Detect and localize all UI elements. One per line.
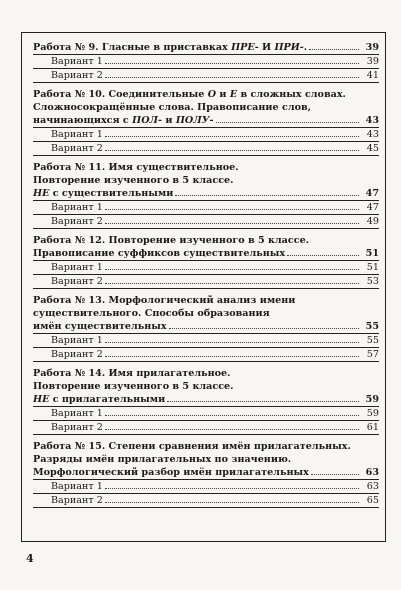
dot-leader bbox=[105, 136, 359, 137]
toc-heading-text bbox=[33, 161, 239, 174]
toc-page-number: 45 bbox=[366, 143, 379, 154]
toc-title-fragment: Повторение изученного в 5 классе. bbox=[33, 175, 234, 186]
dot-leader bbox=[287, 255, 359, 256]
toc-heading-text bbox=[33, 187, 173, 200]
toc-page-number: 49 bbox=[366, 216, 379, 227]
toc-heading-text bbox=[33, 393, 165, 406]
toc-title-fragment: -. bbox=[299, 42, 308, 53]
toc-heading-line bbox=[33, 174, 379, 187]
toc-heading-line bbox=[33, 161, 379, 174]
toc-italic-fragment: ПОЛУ bbox=[175, 115, 210, 126]
dot-leader bbox=[105, 488, 359, 489]
toc-page-number: 39 bbox=[365, 42, 379, 53]
toc-variant-label: Вариант 1 bbox=[51, 262, 103, 273]
toc-page-number: 59 bbox=[366, 408, 379, 419]
dot-leader bbox=[311, 474, 359, 475]
toc-page-number: 57 bbox=[366, 349, 379, 360]
toc-heading-text bbox=[33, 234, 309, 247]
toc-heading-text bbox=[33, 174, 234, 187]
toc-variant-label: Вариант 2 bbox=[51, 216, 103, 227]
toc-heading-line bbox=[33, 393, 379, 407]
toc-title-fragment: в сложных словах. bbox=[237, 89, 346, 100]
toc-page-number: 65 bbox=[366, 495, 379, 506]
toc-section bbox=[33, 88, 379, 156]
toc-section bbox=[33, 41, 379, 83]
toc-heading-text bbox=[33, 88, 346, 101]
toc-heading-text bbox=[33, 367, 230, 380]
toc-page-number: 63 bbox=[366, 481, 379, 492]
toc-italic-fragment: ПОЛ bbox=[132, 115, 159, 126]
toc-variant-line bbox=[33, 215, 379, 229]
toc-page-number: 43 bbox=[366, 129, 379, 140]
toc-page-number: 47 bbox=[366, 202, 379, 213]
toc-heading-line bbox=[33, 247, 379, 261]
toc-italic-fragment: НЕ bbox=[33, 394, 50, 405]
toc-page-number: 55 bbox=[365, 321, 379, 332]
toc-title-fragment: Разряды имён прилагательных по значению. bbox=[33, 454, 292, 465]
toc-italic-fragment: О bbox=[207, 89, 217, 100]
toc-italic-fragment: ПРЕ bbox=[231, 42, 255, 53]
toc-title-fragment: и bbox=[216, 89, 230, 100]
toc-section bbox=[33, 294, 379, 362]
toc-title-fragment: с существительными bbox=[49, 188, 174, 199]
toc-variant-label: Вариант 1 bbox=[51, 481, 103, 492]
toc-variant-line bbox=[33, 407, 379, 421]
dot-leader bbox=[105, 223, 359, 224]
toc-heading-line bbox=[33, 114, 379, 128]
toc-variant-label: Вариант 2 bbox=[51, 70, 103, 81]
toc-title-fragment: существительного. Способы образования bbox=[33, 308, 270, 319]
dot-leader bbox=[105, 342, 359, 343]
dot-leader bbox=[105, 415, 359, 416]
toc-variant-label: Вариант 1 bbox=[51, 56, 103, 67]
dot-leader bbox=[309, 49, 359, 50]
toc-page-number: 63 bbox=[365, 467, 379, 478]
dot-leader bbox=[175, 195, 359, 196]
toc-heading-line bbox=[33, 88, 379, 101]
toc-variant-label: Вариант 1 bbox=[51, 408, 103, 419]
toc-page-number: 51 bbox=[366, 262, 379, 273]
toc-title-fragment: Работа № 15. Степени сравнения имён прилагательных. bbox=[33, 441, 351, 452]
toc-heading-text bbox=[33, 380, 234, 393]
toc-title-fragment: Правописание суффиксов существительных bbox=[33, 248, 286, 259]
toc-title-fragment: Работа № 11. Имя существительное. bbox=[33, 162, 239, 173]
toc-heading-line bbox=[33, 101, 379, 114]
toc-section bbox=[33, 234, 379, 289]
dot-leader bbox=[105, 356, 359, 357]
toc-page-number: 61 bbox=[366, 422, 379, 433]
dot-leader bbox=[169, 328, 359, 329]
toc-heading-text bbox=[33, 294, 295, 307]
toc-variant-line bbox=[33, 55, 379, 69]
toc-heading-line bbox=[33, 466, 379, 480]
toc-heading-text bbox=[33, 41, 307, 54]
toc-title-fragment: - и bbox=[158, 115, 176, 126]
toc-variant-line bbox=[33, 142, 379, 156]
toc-heading-text bbox=[33, 101, 311, 114]
toc-title-fragment: Повторение изученного в 5 классе. bbox=[33, 381, 234, 392]
toc-variant-label: Вариант 2 bbox=[51, 276, 103, 287]
toc-heading-text bbox=[33, 320, 167, 333]
toc-heading-text bbox=[33, 114, 214, 127]
dot-leader bbox=[105, 269, 359, 270]
toc-variant-label: Вариант 2 bbox=[51, 349, 103, 360]
table-of-contents bbox=[21, 32, 386, 542]
toc-heading-line bbox=[33, 367, 379, 380]
toc-heading-line bbox=[33, 294, 379, 307]
dot-leader bbox=[105, 150, 359, 151]
toc-title-fragment: Работа № 13. Морфологический анализ имени bbox=[33, 295, 296, 306]
toc-title-fragment: Работа № 12. Повторение изученного в 5 классе. bbox=[33, 235, 310, 246]
toc-title-fragment: имён существительных bbox=[33, 321, 167, 332]
toc-variant-line bbox=[33, 348, 379, 362]
toc-variant-line bbox=[33, 201, 379, 215]
toc-variant-line bbox=[33, 494, 379, 508]
dot-leader bbox=[167, 401, 359, 402]
toc-page-number: 53 bbox=[366, 276, 379, 287]
dot-leader bbox=[216, 122, 360, 123]
toc-variant-label: Вариант 1 bbox=[51, 335, 103, 346]
toc-title-fragment: с прилагательными bbox=[49, 394, 166, 405]
toc-heading-line bbox=[33, 320, 379, 334]
toc-variant-line bbox=[33, 69, 379, 83]
toc-variant-line bbox=[33, 421, 379, 435]
toc-title-fragment: Морфологический разбор имён прилагательных bbox=[33, 467, 309, 478]
toc-italic-fragment: Е bbox=[229, 89, 238, 100]
toc-variant-line bbox=[33, 261, 379, 275]
toc-variant-label: Вариант 2 bbox=[51, 422, 103, 433]
toc-title-fragment: Работа № 10. Соединительные bbox=[33, 89, 208, 100]
toc-page-number: 41 bbox=[366, 70, 379, 81]
toc-heading-line bbox=[33, 440, 379, 453]
toc-italic-fragment: ПРИ bbox=[274, 42, 300, 53]
toc-variant-label: Вариант 1 bbox=[51, 129, 103, 140]
toc-title-fragment: - И bbox=[254, 42, 275, 53]
toc-page-number: 51 bbox=[365, 248, 379, 259]
toc-title-fragment: - bbox=[209, 115, 214, 126]
dot-leader bbox=[105, 77, 359, 78]
toc-section bbox=[33, 367, 379, 435]
toc-page-number: 43 bbox=[365, 115, 379, 126]
toc-heading-text bbox=[33, 466, 309, 479]
toc-heading-text bbox=[33, 247, 285, 260]
toc-heading-text bbox=[33, 440, 351, 453]
dot-leader bbox=[105, 502, 359, 503]
toc-variant-label: Вариант 2 bbox=[51, 143, 103, 154]
toc-page-number: 47 bbox=[365, 188, 379, 199]
toc-title-fragment: начинающихся с bbox=[33, 115, 133, 126]
toc-italic-fragment: НЕ bbox=[33, 188, 50, 199]
toc-page-number: 39 bbox=[366, 56, 379, 67]
toc-variant-line bbox=[33, 128, 379, 142]
toc-variant-line bbox=[33, 480, 379, 494]
toc-title-fragment: Работа № 9. Гласные в приставках bbox=[33, 42, 232, 53]
toc-title-fragment: Сложносокращённые слова. Правописание слов, bbox=[33, 102, 311, 113]
dot-leader bbox=[105, 283, 359, 284]
toc-variant-label: Вариант 1 bbox=[51, 202, 103, 213]
toc-heading-line bbox=[33, 234, 379, 247]
toc-variant-line bbox=[33, 275, 379, 289]
toc-heading-line bbox=[33, 41, 379, 55]
page-number: 4 bbox=[26, 552, 34, 565]
toc-heading-line bbox=[33, 307, 379, 320]
toc-heading-line bbox=[33, 380, 379, 393]
toc-section bbox=[33, 440, 379, 508]
dot-leader bbox=[105, 429, 359, 430]
toc-section bbox=[33, 161, 379, 229]
toc-heading-text bbox=[33, 453, 291, 466]
toc-title-fragment: Работа № 14. Имя прилагательное. bbox=[33, 368, 231, 379]
dot-leader bbox=[105, 209, 359, 210]
toc-heading-line bbox=[33, 187, 379, 201]
toc-variant-line bbox=[33, 334, 379, 348]
dot-leader bbox=[105, 63, 359, 64]
toc-page-number: 55 bbox=[366, 335, 379, 346]
toc-variant-label: Вариант 2 bbox=[51, 495, 103, 506]
toc-heading-line bbox=[33, 453, 379, 466]
toc-page-number: 59 bbox=[365, 394, 379, 405]
toc-heading-text bbox=[33, 307, 270, 320]
